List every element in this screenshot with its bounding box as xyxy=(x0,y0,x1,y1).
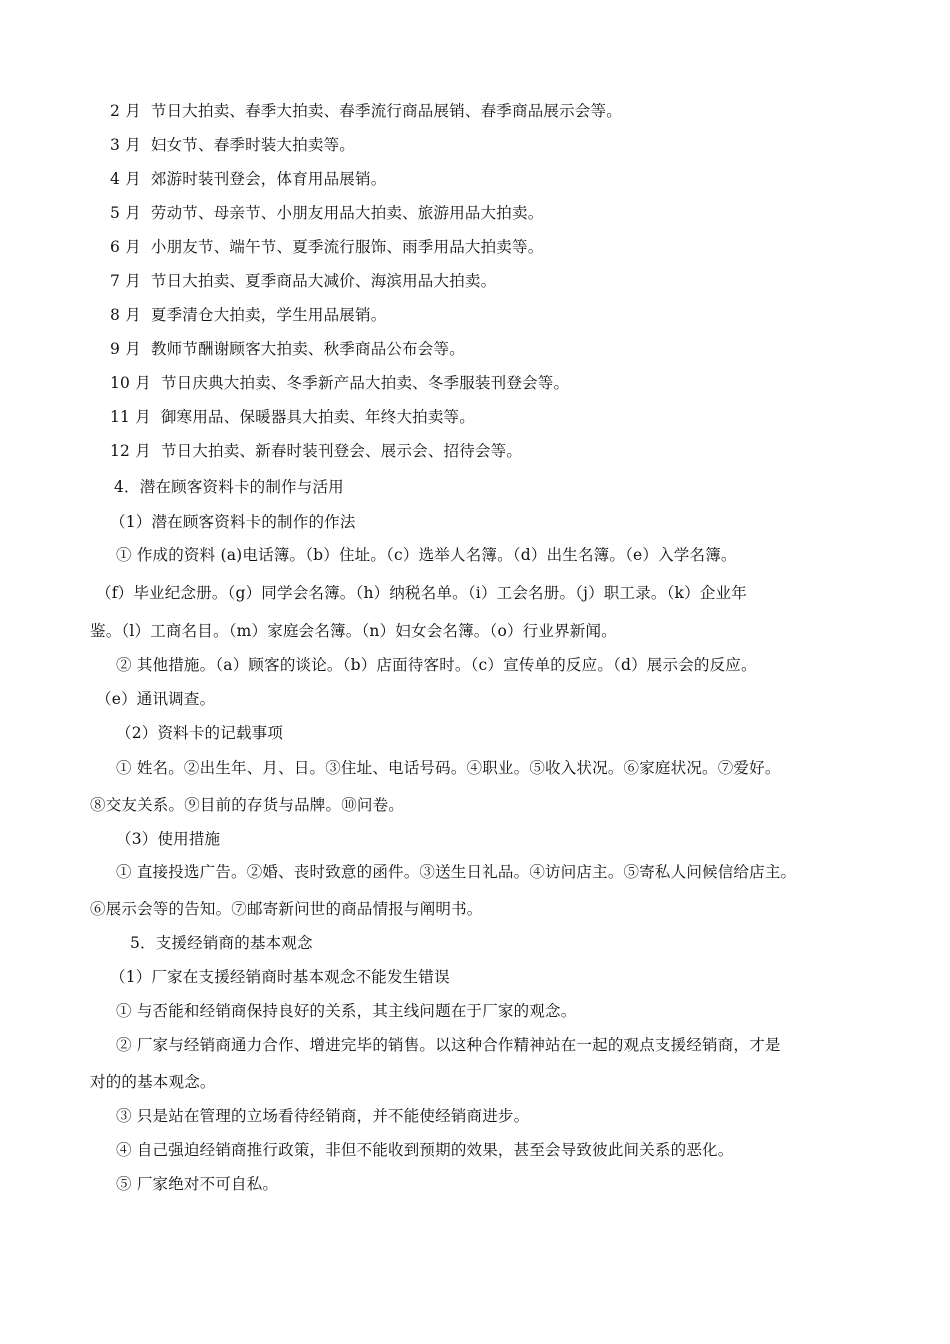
section-heading: 4．潜在顾客资料卡的制作与活用 xyxy=(114,478,344,496)
month-line xyxy=(110,237,543,257)
month-label: 9 月 xyxy=(110,340,141,358)
month-text: 妇女节、春季时装大拍卖等。 xyxy=(150,136,355,154)
month-text: 节日大拍卖、新春时装刊登会、展示会、招待会等。 xyxy=(160,442,523,460)
subsection-heading: （3）使用措施 xyxy=(116,830,221,848)
month-label: 3 月 xyxy=(110,136,141,154)
month-line xyxy=(110,373,569,393)
paragraph-line: ① 与否能和经销商保持良好的关系，其主线问题在于厂家的观念。 xyxy=(116,1002,577,1020)
month-text: 教师节酬谢顾客大拍卖、秋季商品公布会等。 xyxy=(150,340,465,358)
month-label: 4 月 xyxy=(110,170,141,188)
month-label: 11 月 xyxy=(110,408,151,426)
paragraph-line: ⑧交友关系。⑨目前的存货与品牌。⑩问卷。 xyxy=(90,796,405,814)
paragraph-line: （f）毕业纪念册。（g）同学会名簿。（h）纳税名单。（i）工会名册。（j）职工录。（k）企业年 xyxy=(96,584,747,602)
paragraph-line: ④ 自己强迫经销商推行政策，非但不能收到预期的效果，甚至会导致彼此间关系的恶化。 xyxy=(116,1141,734,1159)
paragraph-line: ② 其他措施。（a）顾客的谈论。（b）店面待客时。（c）宣传单的反应。（d）展示会的反应。 xyxy=(116,656,757,674)
month-line xyxy=(110,441,522,461)
paragraph-line: ⑤ 厂家绝对不可自私。 xyxy=(116,1175,279,1193)
paragraph-line: 鉴。（l）工商名目。（m）家庭会名簿。（n）妇女会名簿。（o）行业界新闻。 xyxy=(90,622,617,640)
paragraph-line: （e）通讯调查。 xyxy=(96,690,216,708)
month-line xyxy=(110,101,622,121)
paragraph-line: ⑥展示会等的告知。⑦邮寄新问世的商品情报与阐明书。 xyxy=(90,900,483,918)
month-label: 5 月 xyxy=(110,204,141,222)
month-text: 节日大拍卖、夏季商品大减价、海滨用品大拍卖。 xyxy=(150,272,497,290)
month-label: 12 月 xyxy=(110,442,151,460)
month-label: 2 月 xyxy=(110,102,141,120)
subsection-heading: （1）潜在顾客资料卡的制作的作法 xyxy=(110,513,356,531)
month-text: 郊游时装刊登会，体育用品展销。 xyxy=(150,170,387,188)
month-line xyxy=(110,203,543,223)
month-label: 10 月 xyxy=(110,374,151,392)
month-line xyxy=(110,135,355,155)
month-label: 8 月 xyxy=(110,306,141,324)
month-line xyxy=(110,339,465,359)
paragraph-line: ① 直接投选广告。②婚、丧时致意的函件。③送生日礼品。④访问店主。⑤寄私人问候信给店主。 xyxy=(116,863,797,881)
paragraph-line: ③ 只是站在管理的立场看待经销商，并不能使经销商进步。 xyxy=(116,1107,530,1125)
month-text: 节日大拍卖、春季大拍卖、春季流行商品展销、春季商品展示会等。 xyxy=(150,102,622,120)
month-text: 小朋友节、端午节、夏季流行服饰、雨季用品大拍卖等。 xyxy=(150,238,544,256)
subsection-heading: （2）资料卡的记载事项 xyxy=(116,724,284,742)
paragraph-line: ① 作成的资料 (a)电话簿。（b）住址。（c）选举人名簿。（d）出生名簿。（e）入学名簿。 xyxy=(116,546,737,564)
paragraph-line: ① 姓名。②出生年、月、日。③住址、电话号码。④职业。⑤收入状况。⑥家庭状况。⑦爱好。 xyxy=(116,759,781,777)
subsection-heading: （1）厂家在支援经销商时基本观念不能发生错误 xyxy=(110,968,450,986)
month-text: 劳动节、母亲节、小朋友用品大拍卖、旅游用品大拍卖。 xyxy=(150,204,544,222)
month-line xyxy=(110,169,386,189)
month-label: 6 月 xyxy=(110,238,141,256)
paragraph-line: 对的的基本观念。 xyxy=(90,1073,216,1091)
month-text: 节日庆典大拍卖、冬季新产品大拍卖、冬季服装刊登会等。 xyxy=(160,374,570,392)
section-heading: 5．支援经销商的基本观念 xyxy=(130,934,313,952)
month-label: 7 月 xyxy=(110,272,141,290)
month-line xyxy=(110,305,386,325)
paragraph-line: ② 厂家与经销商通力合作、增进完毕的销售。以这种合作精神站在一起的观点支援经销商，才是 xyxy=(116,1036,781,1054)
month-text: 御寒用品、保暖器具大拍卖、年终大拍卖等。 xyxy=(160,408,475,426)
month-line xyxy=(110,271,496,291)
month-line xyxy=(110,407,475,427)
month-text: 夏季清仓大拍卖，学生用品展销。 xyxy=(150,306,387,324)
